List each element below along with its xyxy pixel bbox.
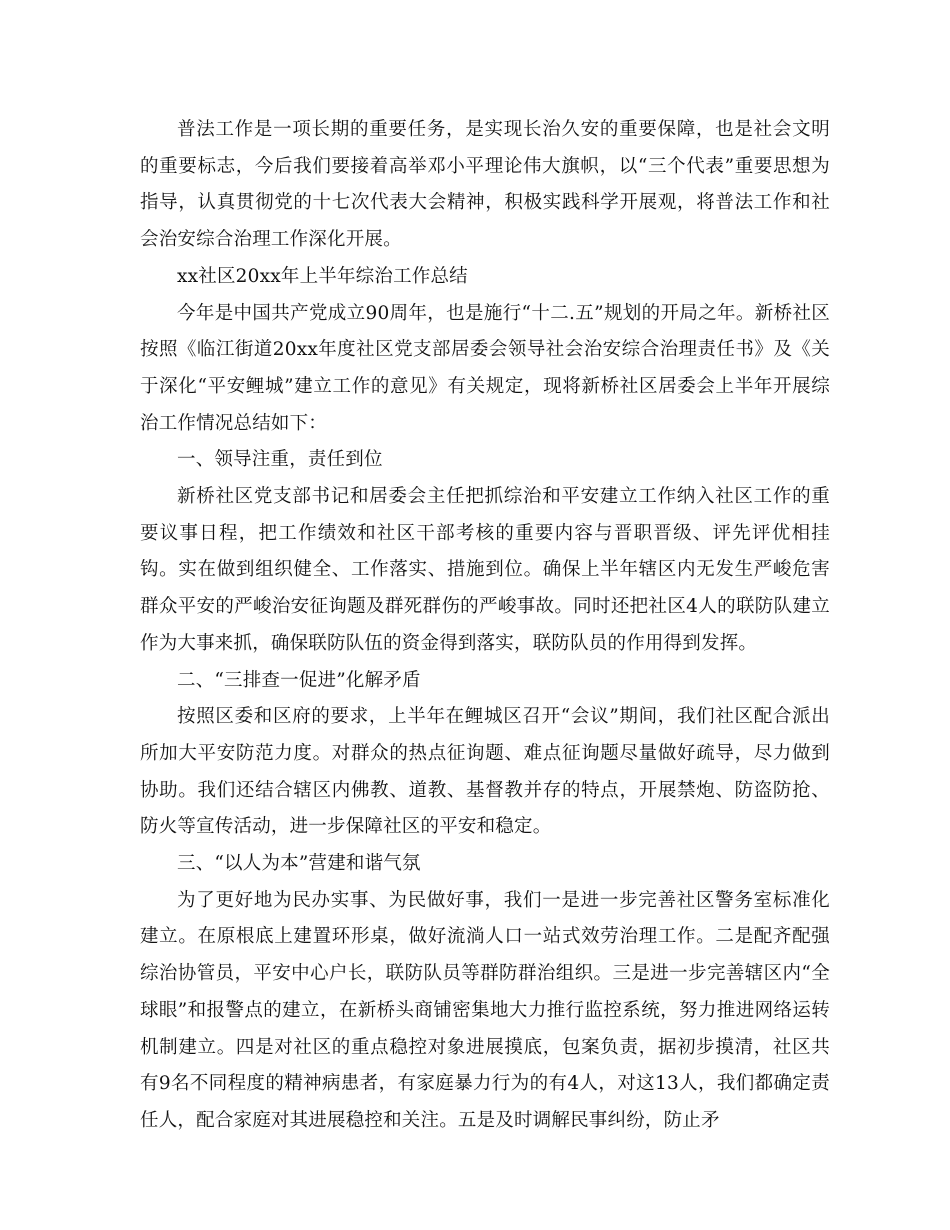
section-heading-2: 二、“三排查一促进”化解矛盾 bbox=[177, 669, 421, 691]
section-heading-1: 一、领导注重，责任到位 bbox=[177, 449, 383, 471]
paragraph-legal-education: 普法工作是一项长期的重要任务，是实现长治久安的重要保障，也是社会文明的重要标志，今后我们要接着高举邓小平理论伟大旗帜，以“三个代表”重要思想为指导，认真贯彻党的十七次代表大会精神，积极实践科学开展观，将普法工作和社会治安综合治理工作深化开展。 bbox=[140, 119, 830, 251]
paragraph-section-2: 按照区委和区府的要求，上半年在鲤城区召开“会议”期间，我们社区配合派出所加大平安防范力度。对群众的热点征询题、难点征询题尽量做好疏导，尽力做到协助。我们还结合辖区内佛教、道教、基督教并存的特点，开展禁炮、防盗防抢、防火等宣传活动，进一步保障社区的平安和稳定。 bbox=[140, 706, 830, 838]
paragraph-introduction: 今年是中国共产党成立90周年，也是施行“十二.五”规划的开局之年。新桥社区按照《临江街道20xx年度社区党支部居委会领导社会治安综合治理责任书》及《关于深化“平安鲤城”建立工作的意见》有关规定，现将新桥社区居委会上半年开展综治工作情况总结如下： bbox=[140, 302, 830, 434]
paragraph-section-3: 为了更好地为民办实事、为民做好事，我们一是进一步完善社区警务室标准化建立。在原根底上建置环形桌，做好流淌人口一站式效劳治理工作。二是配齐配强综治协管员，平安中心户长，联防队员等群防群治组织。三是进一步完善辖区内“全球眼”和报警点的建立，在新桥头商铺密集地大力推行监控系统，努力推进网络运转机制建立。四是对社区的重点稳控对象进展摸底，包案负责，据初步摸清，社区共有9名不同程度的精神病患者，有家庭暴力行为的有4人，对这13人，我们都确定责任人，配合家庭对其进展稳控和关注。五是及时调解民事纠纷，防止矛 bbox=[140, 889, 830, 1131]
paragraph-section-1: 新桥社区党支部书记和居委会主任把抓综治和平安建立工作纳入社区工作的重要议事日程，把工作绩效和社区干部考核的重要内容与晋职晋级、评先评优相挂钩。实在做到组织健全、工作落实、措施到位。确保上半年辖区内无发生严峻危害群众平安的严峻治安征询题及群死群伤的严峻事故。同时还把社区4人的联防队建立作为大事来抓，确保联防队伍的资金得到落实，联防队员的作用得到发挥。 bbox=[140, 486, 830, 654]
document-body bbox=[140, 112, 830, 1140]
document-title: xx社区20xx年上半年综治工作总结 bbox=[177, 265, 468, 287]
section-heading-3: 三、“以人为本”营建和谐气氛 bbox=[177, 853, 421, 875]
